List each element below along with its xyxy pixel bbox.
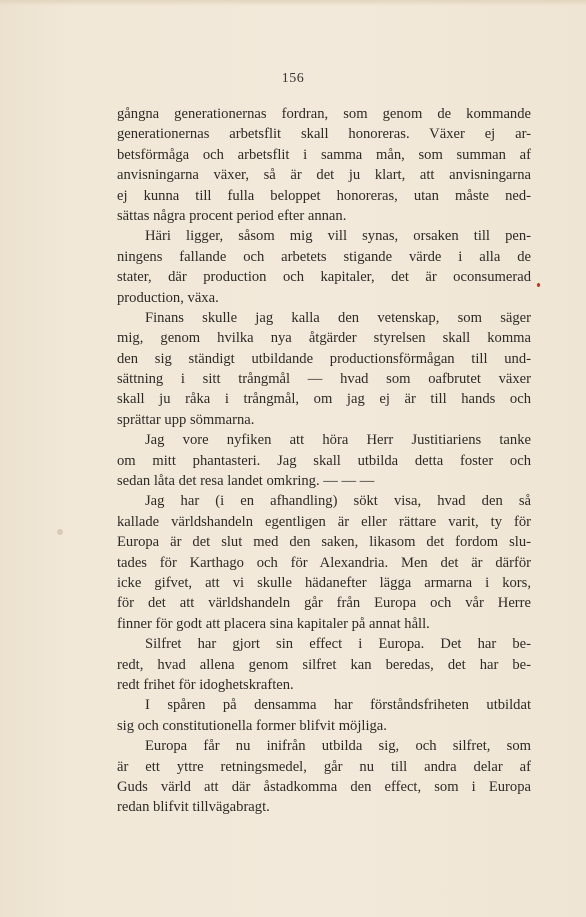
text-line: production, växa. bbox=[117, 289, 219, 306]
red-ink-mark bbox=[537, 283, 540, 287]
text-line: betsförmåga och arbetsflit i samma mån, som summan af bbox=[117, 146, 531, 163]
paragraph-start-line: Finans skulle jag kalla den vetenskap, som säger bbox=[145, 309, 531, 326]
text-line: redan blifvit tillvägabragt. bbox=[117, 799, 270, 816]
text-line: sedan låta det resa landet omkring. — — — bbox=[117, 473, 375, 490]
text-line: om mitt phantasteri. Jag skall utbilda detta foster och bbox=[117, 452, 531, 469]
page-top-edge bbox=[0, 0, 586, 6]
text-line: mig, genom hvilka nya åtgärder styrelsen skall komma bbox=[117, 330, 531, 347]
text-line: finner för godt att placera sina kapitaler på annat håll. bbox=[117, 615, 430, 632]
text-line: sprättar upp sömmarna. bbox=[117, 411, 255, 428]
paragraph-start-line: Jag vore nyfiken att höra Herr Justitiariens tanke bbox=[145, 432, 531, 449]
text-line: icke gifvet, att vi skulle hädanefter lägga armarna i kors, bbox=[117, 574, 531, 591]
text-line: skall ju råka i trångmål, om jag ej är till hands och bbox=[117, 391, 531, 408]
text-line: sättning i sitt trångmål — hvad som oafbrutet växer bbox=[117, 371, 531, 388]
text-line: är ett yttre retningsmedel, går nu till andra delar af bbox=[117, 758, 531, 775]
text-line: ningens fallande och arbetets stigande värde i alla de bbox=[117, 248, 531, 265]
text-line: sättas några procent period efter annan. bbox=[117, 207, 347, 224]
text-line: sig och constitutionella former blifvit möjliga. bbox=[117, 717, 387, 734]
paragraph-start-line: Europa får nu inifrån utbilda sig, och silfret, som bbox=[145, 738, 531, 755]
text-line: gångna generationernas fordran, som genom de kommande bbox=[117, 106, 531, 122]
margin-stain bbox=[57, 529, 63, 535]
text-line: stater, där production och kapitaler, det är oconsumerad bbox=[117, 269, 531, 286]
text-line: tades för Karthago och för Alexandria. Men det är därför bbox=[117, 554, 531, 571]
text-line: Guds värld att där åstadkomma den effect, som i Europa bbox=[117, 778, 531, 795]
body-text bbox=[117, 104, 531, 818]
paragraph-start-line: Jag har (i en afhandling) sökt visa, hvad den så bbox=[145, 493, 531, 510]
paragraph-start-line: I spåren på densamma har förståndsfriheten utbildat bbox=[145, 697, 531, 714]
paragraph-start-line: Silfret har gjort sin effect i Europa. Det har be- bbox=[145, 636, 531, 653]
page-number: 156 bbox=[281, 71, 305, 86]
text-line: Europa är det slut med den saken, likasom det fordom slu- bbox=[117, 534, 531, 551]
text-line: kallade världshandeln egentligen är eller rättare varit, ty för bbox=[117, 513, 531, 530]
text-line: ej kunna till fulla beloppet honoreras, utan måste ned- bbox=[117, 187, 531, 204]
paragraph-start-line: Häri ligger, såsom mig vill synas, orsaken till pen- bbox=[145, 228, 531, 245]
text-line: redt, hvad allena genom silfret kan beredas, det har be- bbox=[117, 656, 531, 673]
text-line: generationernas arbetsflit skall honoreras. Växer ej ar- bbox=[117, 126, 531, 143]
text-line: den sig ständigt utbildande productionsförmågan till und- bbox=[117, 350, 531, 367]
text-line: redt frihet för idoghetskraften. bbox=[117, 676, 294, 693]
text-line: anvisningarna växer, så är det ju klart, att anvisningarna bbox=[117, 167, 531, 184]
text-line: för det att världshandeln går från Europa och vår Herre bbox=[117, 595, 531, 612]
